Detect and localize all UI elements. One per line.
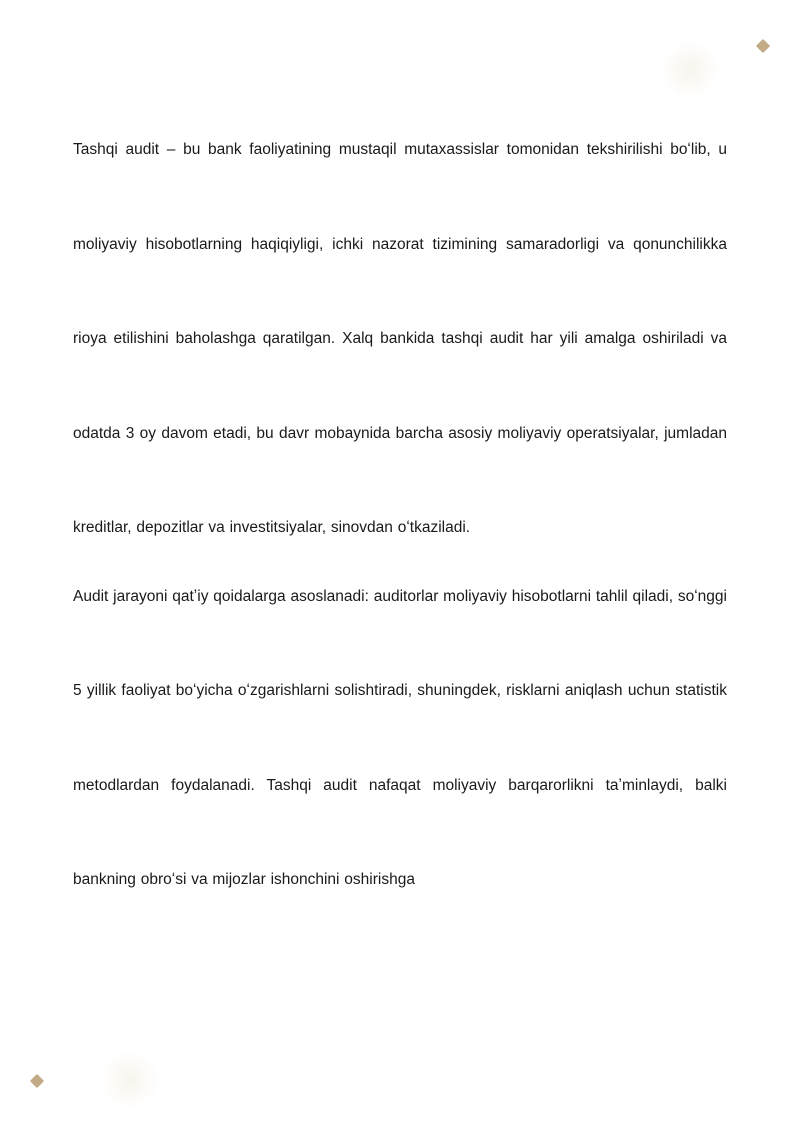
decorative-glow xyxy=(100,1050,160,1110)
paragraph-audit-process: Audit jarayoni qatʼiy qoidalarga asoslanadi: auditorlar moliyaviy hisobotlarni tahlil qiladi, soʻnggi 5 yillik faoliyat boʻyicha oʻzgarishlarni solishtiradi, shuningdek, risklarni aniqlash uchun statistik metodlardan foydalanadi. Tashqi audit nafaqat moliyaviy barqarorlikni taʼminlaydi, balki bankning obroʻsi va mijozlar ishonchini oshirishga xyxy=(73,587,727,888)
decorative-glow xyxy=(660,40,720,100)
document-body xyxy=(73,103,727,928)
diamond-ornament-icon xyxy=(30,1074,44,1088)
paragraph-external-audit-definition: Tashqi audit – bu bank faoliyatining mustaqil mutaxassislar tomonidan tekshirilishi boʻlib, u moliyaviy hisobotlarning haqiqiyligi, ichki nazorat tizimining samaradorligi va qonunchilikka rioya etilishini baholashga qaratilgan. Xalq bankida tashqi audit har yili amalga oshiriladi va odatda 3 oy davom etadi, bu davr mobaynida barcha asosiy moliyaviy operatsiyalar, jumladan kreditlar, depozitlar va investitsiyalar, sinovdan oʻtkaziladi. xyxy=(73,141,727,536)
diamond-ornament-icon xyxy=(756,39,770,53)
